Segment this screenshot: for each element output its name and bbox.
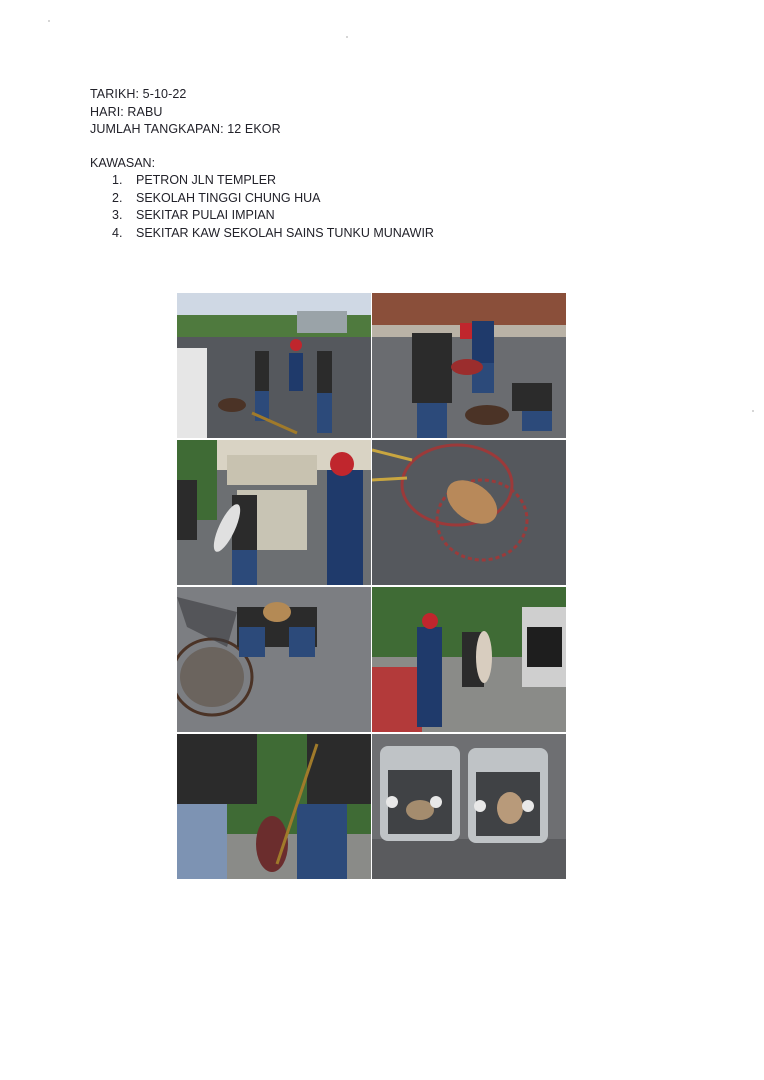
area-number: 2. bbox=[112, 190, 123, 205]
catch-count-line: JUMLAH TANGKAPAN: 12 EKOR bbox=[90, 122, 281, 136]
scan-speck bbox=[48, 20, 50, 22]
area-name: SEKITAR PULAI IMPIAN bbox=[136, 208, 275, 222]
date-line: TARIKH: 5-10-22 bbox=[90, 87, 187, 101]
area-name: SEKOLAH TINGGI CHUNG HUA bbox=[136, 190, 321, 205]
photo-dogs-in-pet-carriers bbox=[372, 734, 566, 879]
scan-speck bbox=[346, 36, 348, 38]
areas-list bbox=[112, 172, 434, 242]
area-item bbox=[112, 190, 434, 208]
report-header bbox=[90, 86, 281, 139]
area-number: 4. bbox=[112, 225, 123, 240]
area-item bbox=[112, 172, 434, 190]
area-item bbox=[112, 207, 434, 225]
area-name: PETRON JLN TEMPLER bbox=[136, 173, 277, 187]
photo-puppy-held-on-road bbox=[177, 587, 371, 732]
area-number: 3. bbox=[112, 208, 123, 222]
photo-street-catch-team bbox=[177, 293, 371, 438]
area-number: 1. bbox=[112, 173, 123, 187]
photo-dog-carried-to-van bbox=[177, 440, 371, 585]
photo-dog-in-net bbox=[372, 440, 566, 585]
area-item bbox=[112, 225, 434, 243]
area-name: SEKITAR KAW SEKOLAH SAINS TUNKU MUNAWIR bbox=[136, 225, 434, 240]
photo-dog-caught-with-net-grass bbox=[177, 734, 371, 879]
scan-speck bbox=[752, 410, 754, 412]
photo-collage bbox=[177, 293, 566, 880]
photo-dog-carried-by-officer bbox=[372, 587, 566, 732]
areas-title: KAWASAN: bbox=[90, 156, 156, 170]
day-line: HARI: RABU bbox=[90, 104, 163, 119]
photo-dog-restrained-roadside bbox=[372, 293, 566, 438]
